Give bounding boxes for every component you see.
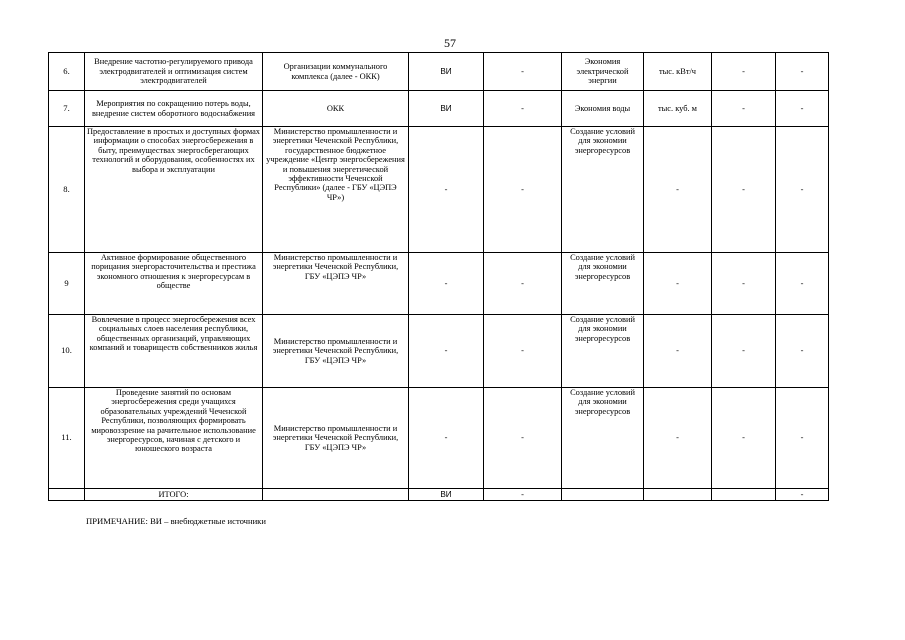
total-row bbox=[49, 489, 829, 501]
unit-cell: - bbox=[644, 388, 712, 489]
cost-cell: - bbox=[484, 253, 562, 315]
funding-source-cell: - bbox=[409, 315, 484, 388]
funding-source-cell: - bbox=[409, 253, 484, 315]
value-cell: - bbox=[712, 53, 776, 91]
measure-cell: Предоставление в простых и доступных формах информации о способах энергосбережения в быту, преимуществах энергосберегающих технологий и оборудования, особенностях их выбора и эксплуатации bbox=[85, 127, 263, 253]
value-cell: - bbox=[776, 315, 829, 388]
value-cell: - bbox=[712, 253, 776, 315]
unit-cell: тыс. куб. м bbox=[644, 91, 712, 127]
empty-cell bbox=[562, 489, 644, 501]
funding-source-cell: - bbox=[409, 127, 484, 253]
cost-cell: - bbox=[484, 315, 562, 388]
row-number: 8. bbox=[49, 127, 85, 253]
executor-cell: Министерство промышленности и энергетики Чеченской Республики, ГБУ «ЦЭПЭ ЧР» bbox=[263, 315, 409, 388]
measure-cell: Проведение занятий по основам энергосбережения среди учащихся образовательных учреждений Чеченской Республики, позволяющих формировать мировоззрение на рачительное использование энергоресурсов, начиная с детского и юношеского возраста bbox=[85, 388, 263, 489]
total-label: ИТОГО: bbox=[85, 489, 263, 501]
total-cost: - bbox=[484, 489, 562, 501]
executor-cell: Министерство промышленности и энергетики Чеченской Республики, ГБУ «ЦЭПЭ ЧР» bbox=[263, 253, 409, 315]
row-number: 9 bbox=[49, 253, 85, 315]
table-row bbox=[49, 315, 829, 388]
executor-cell: Министерство промышленности и энергетики Чеченской Республики, государственное бюджетное учреждение «Центр энергосбережения и повышения энергетической эффективности Чеченской Республики» (далее - ГБУ «ЦЭПЭ ЧР») bbox=[263, 127, 409, 253]
total-funding-source: ВИ bbox=[409, 489, 484, 501]
effect-cell: Создание условий для экономии энергоресурсов bbox=[562, 253, 644, 315]
executor-cell: ОКК bbox=[263, 91, 409, 127]
table-row bbox=[49, 53, 829, 91]
unit-cell: - bbox=[644, 127, 712, 253]
cost-cell: - bbox=[484, 127, 562, 253]
effect-cell: Создание условий для экономии энергоресурсов bbox=[562, 315, 644, 388]
effect-cell: Экономия воды bbox=[562, 91, 644, 127]
row-number: 6. bbox=[49, 53, 85, 91]
table-row bbox=[49, 91, 829, 127]
cost-cell: - bbox=[484, 388, 562, 489]
measure-cell: Активное формирование общественного порицания энергорасточительства и престижа экономного отношения к энергоресурсам в обществе bbox=[85, 253, 263, 315]
empty-cell bbox=[712, 489, 776, 501]
value-cell: - bbox=[776, 388, 829, 489]
value-cell: - bbox=[712, 388, 776, 489]
measure-cell: Мероприятия по сокращению потерь воды, внедрение систем оборотного водоснабжения bbox=[85, 91, 263, 127]
empty-cell bbox=[263, 489, 409, 501]
executor-cell: Министерство промышленности и энергетики Чеченской Республики, ГБУ «ЦЭПЭ ЧР» bbox=[263, 388, 409, 489]
table-row bbox=[49, 127, 829, 253]
effect-cell: Экономия электрической энергии bbox=[562, 53, 644, 91]
value-cell: - bbox=[712, 127, 776, 253]
unit-cell: тыс. кВт/ч bbox=[644, 53, 712, 91]
effect-cell: Создание условий для экономии энергоресурсов bbox=[562, 388, 644, 489]
cost-cell: - bbox=[484, 53, 562, 91]
page-number: 57 bbox=[444, 36, 456, 50]
footnote: ПРИМЕЧАНИЕ: ВИ – внебюджетные источники bbox=[86, 516, 266, 526]
measure-cell: Вовлечение в процесс энергосбережения всех социальных слоев населения республики, общественных организаций, управляющих компаний и товариществ собственников жилья bbox=[85, 315, 263, 388]
value-cell: - bbox=[712, 91, 776, 127]
value-cell: - bbox=[712, 315, 776, 388]
value-cell: - bbox=[776, 53, 829, 91]
funding-source-cell: - bbox=[409, 388, 484, 489]
measure-cell: Внедрение частотно-регулируемого привода электродвигателей и оптимизация систем электродвигателей bbox=[85, 53, 263, 91]
effect-cell: Создание условий для экономии энергоресурсов bbox=[562, 127, 644, 253]
table-row bbox=[49, 388, 829, 489]
empty-cell bbox=[49, 489, 85, 501]
row-number: 10. bbox=[49, 315, 85, 388]
unit-cell: - bbox=[644, 315, 712, 388]
funding-source-cell: ВИ bbox=[409, 91, 484, 127]
row-number: 11. bbox=[49, 388, 85, 489]
executor-cell: Организации коммунального комплекса (далее - ОКК) bbox=[263, 53, 409, 91]
row-number: 7. bbox=[49, 91, 85, 127]
unit-cell: - bbox=[644, 253, 712, 315]
value-cell: - bbox=[776, 91, 829, 127]
table-row bbox=[49, 253, 829, 315]
value-cell: - bbox=[776, 127, 829, 253]
empty-cell bbox=[644, 489, 712, 501]
total-value: - bbox=[776, 489, 829, 501]
funding-source-cell: ВИ bbox=[409, 53, 484, 91]
cost-cell: - bbox=[484, 91, 562, 127]
value-cell: - bbox=[776, 253, 829, 315]
energy-measures-table bbox=[48, 52, 829, 501]
